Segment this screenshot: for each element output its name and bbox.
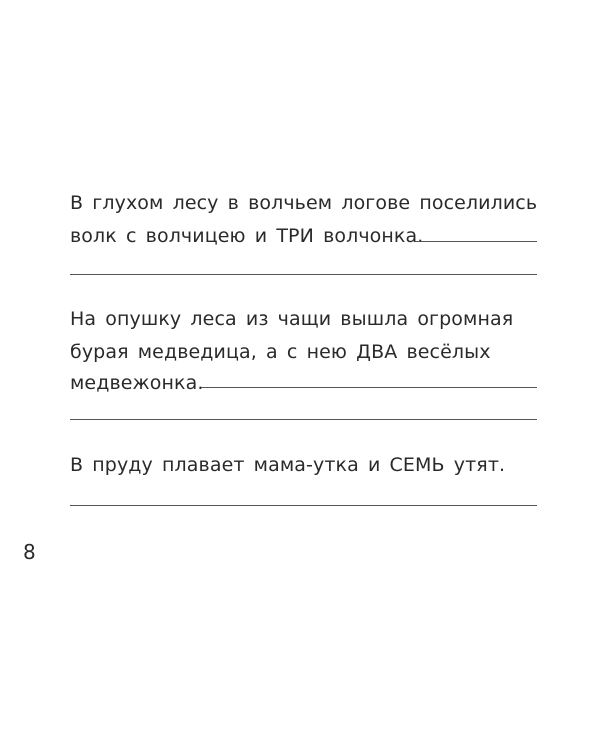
answer-line-2b[interactable]: [70, 419, 537, 420]
exercise-1-line-1: В глухом лесу в волчьем логове поселились: [70, 192, 538, 214]
exercise-3-line-1: В пруду плавает мама-утка и СЕМЬ утят.: [70, 454, 506, 476]
exercise-2-line-1: На опушку леса из чащи вышла огромная: [70, 308, 514, 330]
page-number: 8: [23, 540, 36, 564]
answer-blank-1a[interactable]: [415, 241, 537, 242]
exercise-1-line-2: волк с волчицею и ТРИ волчонка.: [70, 225, 424, 247]
exercise-2-line-2: бурая медведица, а с нею ДВА весёлых: [70, 341, 491, 363]
answer-line-3[interactable]: [70, 505, 537, 506]
answer-blank-2a[interactable]: [201, 387, 537, 388]
answer-line-1b[interactable]: [70, 274, 537, 275]
exercise-2-line-3: медвежонка.: [70, 372, 204, 394]
